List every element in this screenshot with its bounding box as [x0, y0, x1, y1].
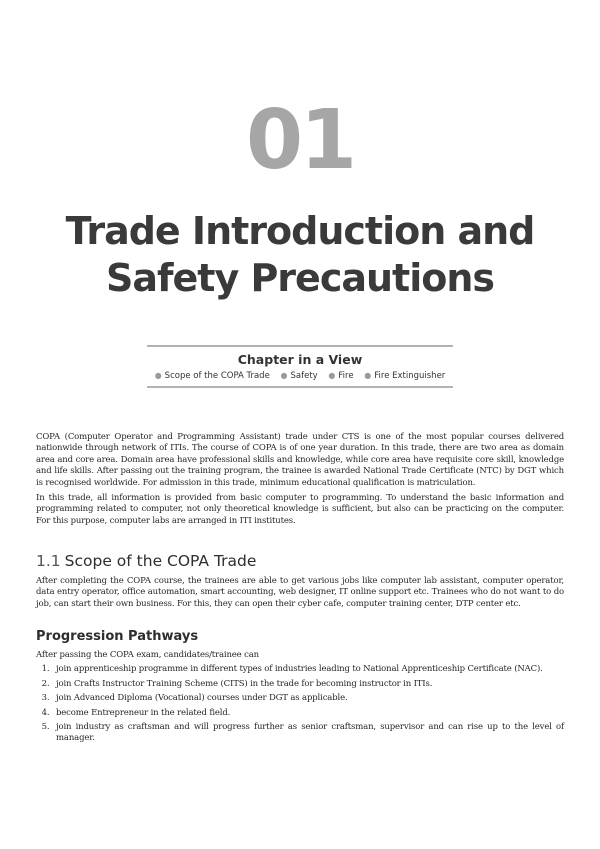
section-title: Scope of the COPA Trade [64, 552, 257, 570]
chapter-in-a-view-box [147, 345, 453, 388]
bullet-dot-icon: ● [280, 371, 288, 380]
section-number: 1.1 [36, 552, 61, 570]
bullet-dot-icon: ● [364, 371, 372, 380]
chapter-view-item [281, 371, 318, 381]
scope-paragraph: After completing the COPA course, the trainees are able to get various jobs like computer lab assistant, computer operator, data entry operator, office automation, smart accounting, web designer, IT online support etc. Trainees who do not want to do job, can start their own business. For this, they can open their cyber cafe, computer training center, DTP center etc. [36, 576, 564, 609]
chapter-view-item-label: Fire Extinguisher [374, 371, 446, 381]
section-heading [36, 552, 256, 570]
chapter-view-item-label: Safety [290, 371, 318, 381]
chapter-view-item [155, 371, 270, 381]
chapter-in-a-view-heading: Chapter in a View [237, 352, 363, 367]
intro-paragraph: In this trade, all information is provided from basic computer to programming. To understand the basic information and programming related to computer, not only theoretical knowledge is sufficient, but also can be practicing on the computer. For this purpose, computer labs are arranged in ITI institutes. [36, 493, 564, 526]
chapter-number: 01 [245, 93, 355, 188]
chapter-title [0, 208, 600, 302]
bullet-dot-icon: ● [328, 371, 336, 380]
list-item: 1. join apprenticeship programme in different types of industries leading to National Apprenticeship Certificate (NAC). [52, 664, 564, 675]
list-item: 5. join industry as craftsman and will progress further as senior craftsman, supervisor and can rise up to the level of manager. [52, 722, 564, 745]
list-item: 3. join Advanced Diploma (Vocational) courses under DGT as applicable. [52, 693, 564, 704]
progression-text [36, 650, 564, 748]
chapter-title-line-1: Trade Introduction and [65, 209, 535, 253]
chapter-view-item [364, 371, 445, 381]
chapter-view-items [147, 369, 453, 383]
intro-paragraph: COPA (Computer Operator and Programming Assistant) trade under CTS is one of the most popular courses delivered nationwide through network of ITIs. The course of COPA is of one year duration. In this trade, there are two area as domain area and core area. Domain area have professional skills and knowledge, while core area have requisite core skill, knowledge and life skills. After passing out the training program, the trainee is awarded National Trade Certificate (NTC) by DGT which is recognised worldwide. For admission in this trade, minimum educational qualification is matriculation. [36, 432, 564, 488]
intro-text [36, 432, 564, 531]
chapter-view-item-label: Scope of the COPA Trade [164, 371, 270, 381]
progression-list [36, 664, 564, 744]
scope-text [36, 576, 564, 614]
progression-lead: After passing the COPA exam, candidates/trainee can [36, 650, 259, 660]
chapter-view-item-label: Fire [338, 371, 354, 381]
progression-heading: Progression Pathways [36, 629, 199, 644]
chapter-title-line-2: Safety Precautions [105, 256, 495, 300]
list-item: 2. join Crafts Instructor Training Scheme (CITS) in the trade for becoming instructor in ITIs. [52, 679, 564, 690]
list-item: 4. become Entrepreneur in the related field. [52, 708, 564, 719]
bullet-dot-icon: ● [154, 371, 162, 380]
chapter-view-item [328, 371, 353, 381]
